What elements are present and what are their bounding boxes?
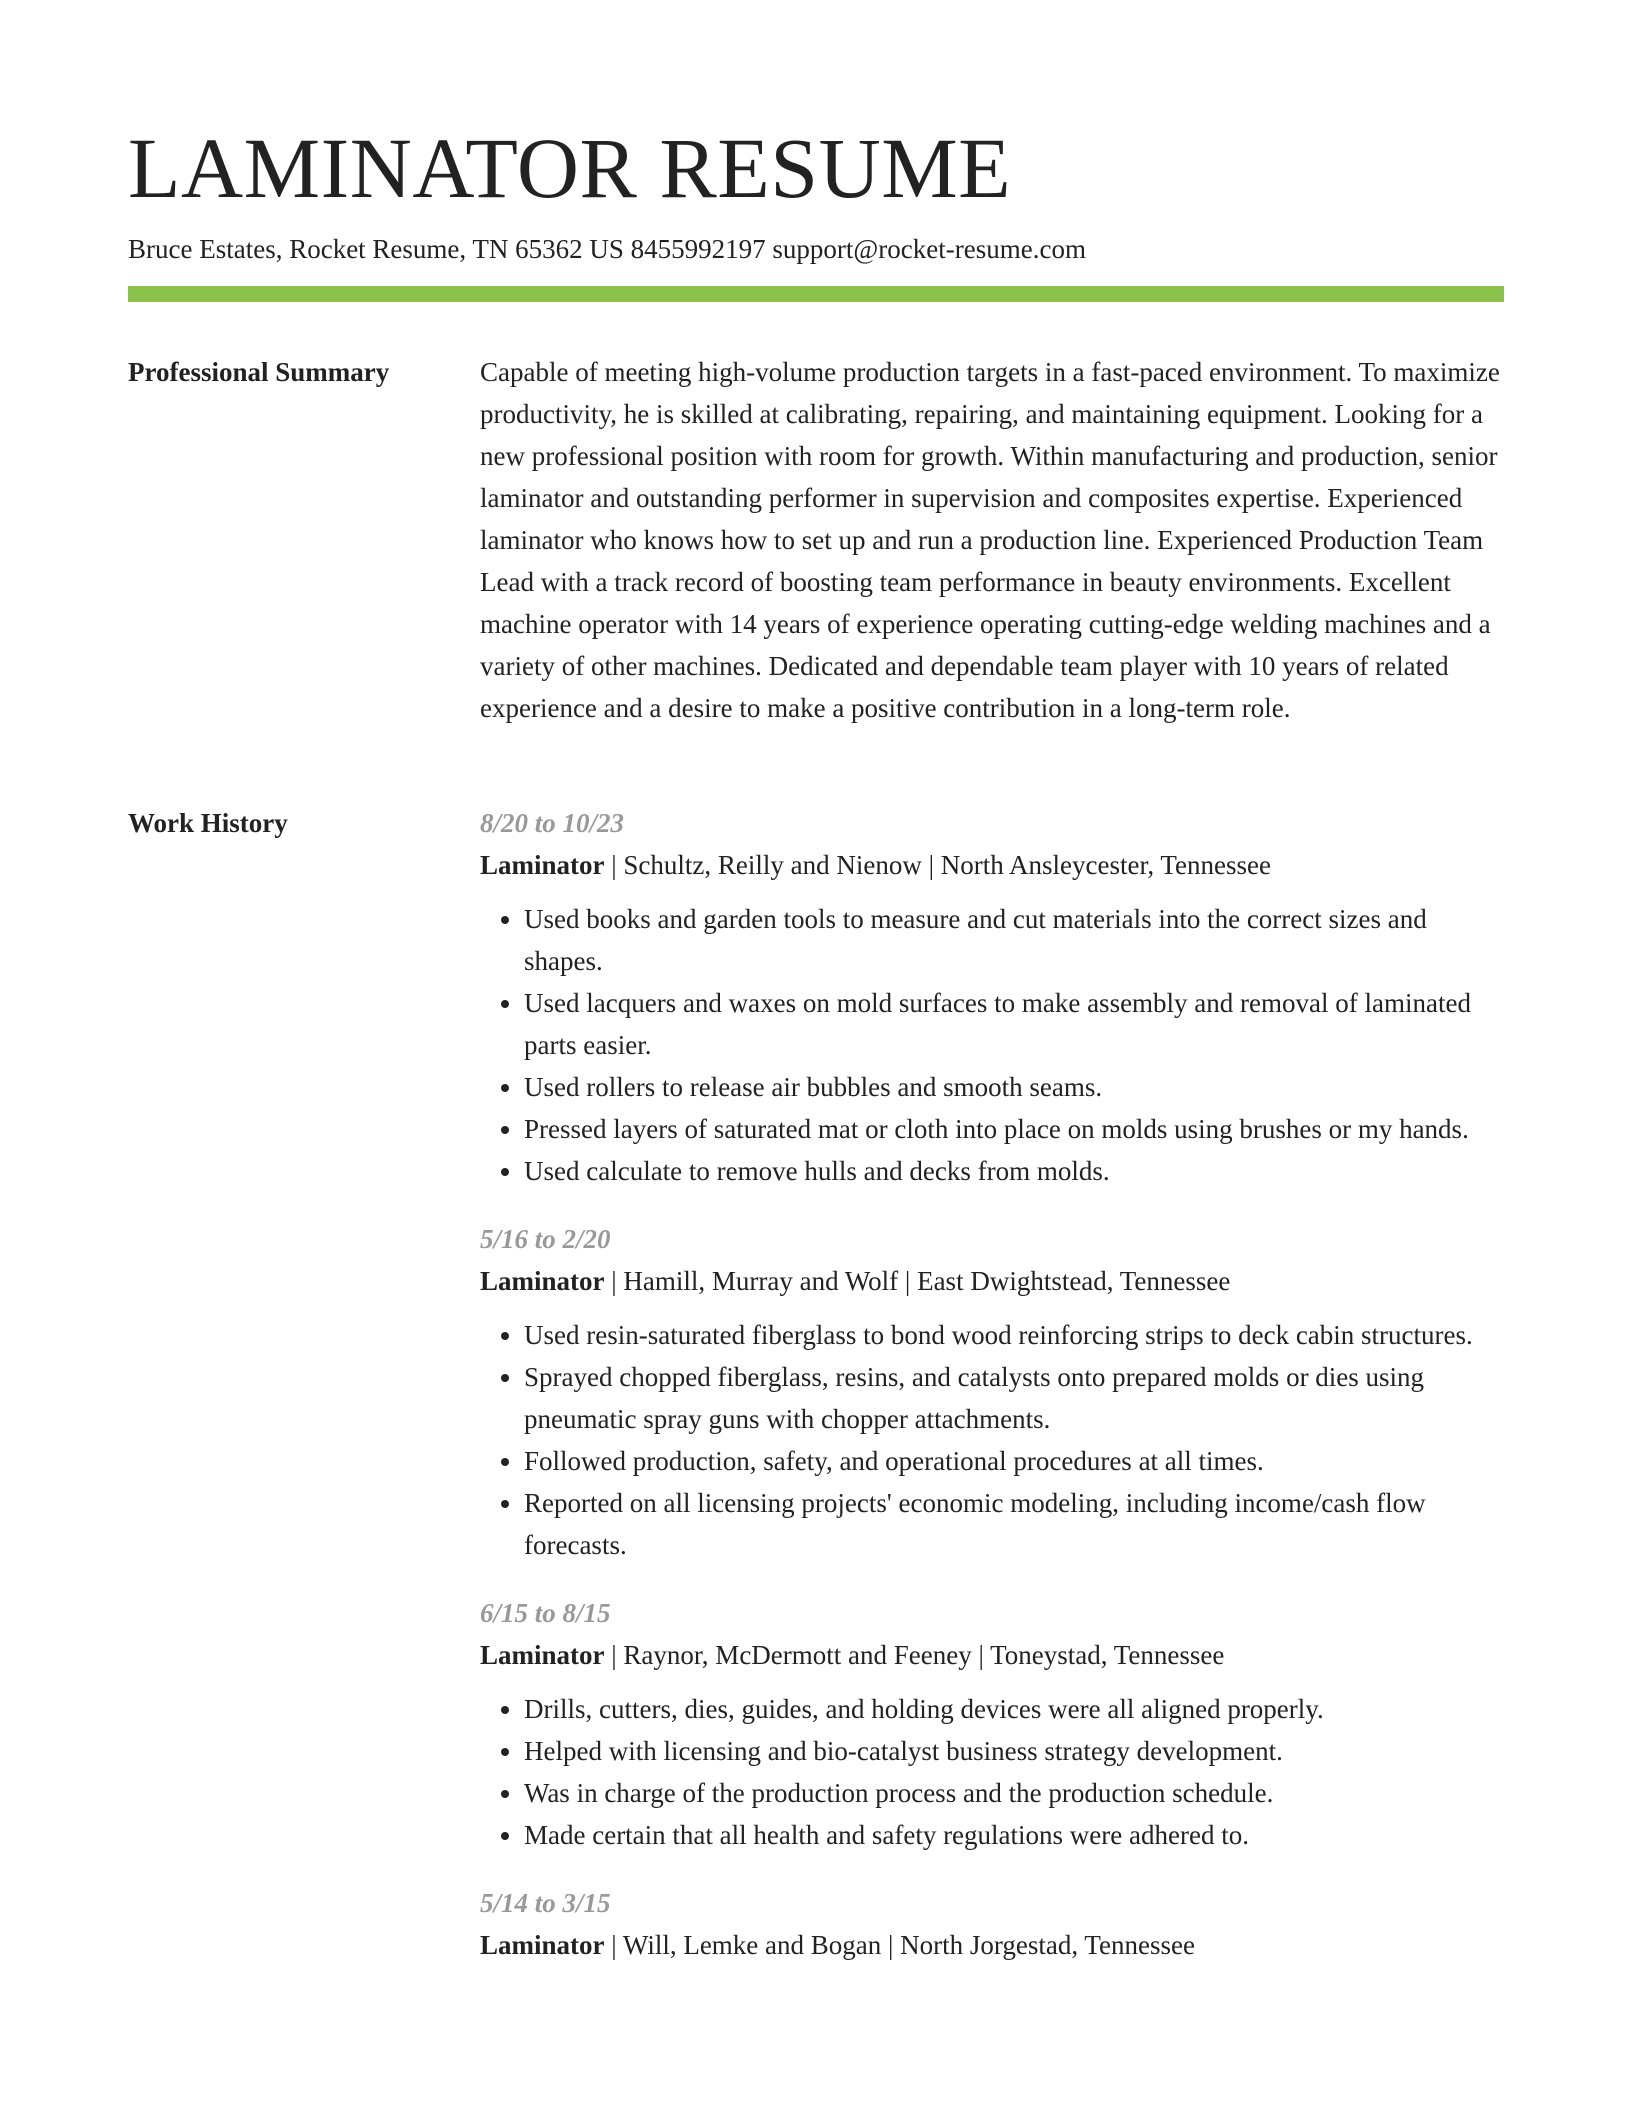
job-title: Laminator bbox=[480, 1930, 605, 1960]
job-title: Laminator bbox=[480, 1266, 605, 1296]
job-heading bbox=[480, 1634, 1504, 1676]
job-dates: 5/16 to 2/20 bbox=[480, 1224, 611, 1254]
job-bullet: • Used rollers to release air bubbles and smooth seams. bbox=[524, 1066, 1504, 1108]
job-dates: 5/14 to 3/15 bbox=[480, 1888, 611, 1918]
job-bullet: • Used calculate to remove hulls and decks from molds. bbox=[524, 1150, 1504, 1192]
job-title: Laminator bbox=[480, 1640, 605, 1670]
professional-summary-text: Capable of meeting high-volume production targets in a fast-paced environment. To maximize productivity, he is skilled at calibrating, repairing, and maintaining equipment. Looking for a new professional position with room for growth. Within manufacturing and production, senior laminator and outstanding performer in supervision and composites expertise. Experienced laminator who knows how to set up and run a production line. Experienced Production Team Lead with a track record of boosting team performance in beauty environments. Excellent machine operator with 14 years of experience operating cutting-edge welding machines and a variety of other machines. Dedicated and dependable team player with 10 years of related experience and a desire to make a positive contribution in a long-term role. bbox=[480, 357, 1500, 723]
job-employer-location: | Raynor, McDermott and Feeney | Toneystad, Tennessee bbox=[604, 1640, 1225, 1670]
job-heading bbox=[480, 1260, 1504, 1302]
job-bullet: • Pressed layers of saturated mat or cloth into place on molds using brushes or my hands. bbox=[524, 1108, 1504, 1150]
job-heading bbox=[480, 1924, 1504, 1966]
job-bullet-list bbox=[480, 898, 1504, 1192]
job-bullet: • Followed production, safety, and operational procedures at all times. bbox=[524, 1440, 1504, 1482]
job-entry bbox=[480, 1592, 1504, 1856]
job-bullet-list bbox=[480, 1688, 1504, 1856]
job-bullet: • Made certain that all health and safety regulations were adhered to. bbox=[524, 1814, 1504, 1856]
job-employer-location: | Schultz, Reilly and Nienow | North Ansleycester, Tennessee bbox=[604, 850, 1271, 880]
professional-summary-body bbox=[480, 351, 1504, 729]
job-entry bbox=[480, 1218, 1504, 1566]
work-history-body bbox=[480, 802, 1504, 1992]
job-bullet: • Helped with licensing and bio-catalyst business strategy development. bbox=[524, 1730, 1504, 1772]
job-bullet: • Used lacquers and waxes on mold surfaces to make assembly and removal of laminated parts easier. bbox=[524, 982, 1504, 1066]
accent-divider bbox=[128, 286, 1504, 302]
job-employer-location: | Hamill, Murray and Wolf | East Dwightstead, Tennessee bbox=[604, 1266, 1231, 1296]
job-employer-location: | Will, Lemke and Bogan | North Jorgestad, Tennessee bbox=[604, 1930, 1195, 1960]
section-label-professional-summary: Professional Summary bbox=[128, 357, 390, 387]
job-entry bbox=[480, 802, 1504, 1192]
job-bullet: • Drills, cutters, dies, guides, and holding devices were all aligned properly. bbox=[524, 1688, 1504, 1730]
job-bullet: • Used resin-saturated fiberglass to bond wood reinforcing strips to deck cabin structures. bbox=[524, 1314, 1504, 1356]
job-bullet: • Reported on all licensing projects' economic modeling, including income/cash flow forecasts. bbox=[524, 1482, 1504, 1566]
job-bullet: • Was in charge of the production process and the production schedule. bbox=[524, 1772, 1504, 1814]
contact-line: Bruce Estates, Rocket Resume, TN 65362 US 8455992197 support@rocket-resume.com bbox=[128, 234, 1086, 264]
resume-title: LAMINATOR RESUME bbox=[128, 120, 1012, 216]
section-label-work-history: Work History bbox=[128, 808, 288, 838]
job-bullet: • Sprayed chopped fiberglass, resins, and catalysts onto prepared molds or dies using pneumatic spray guns with chopper attachments. bbox=[524, 1356, 1504, 1440]
job-heading bbox=[480, 844, 1504, 886]
job-dates: 8/20 to 10/23 bbox=[480, 808, 625, 838]
job-title: Laminator bbox=[480, 850, 605, 880]
job-entry bbox=[480, 1882, 1504, 1966]
job-dates: 6/15 to 8/15 bbox=[480, 1598, 611, 1628]
job-bullet-list bbox=[480, 1314, 1504, 1566]
job-bullet: • Used books and garden tools to measure and cut materials into the correct sizes and shapes. bbox=[524, 898, 1504, 982]
